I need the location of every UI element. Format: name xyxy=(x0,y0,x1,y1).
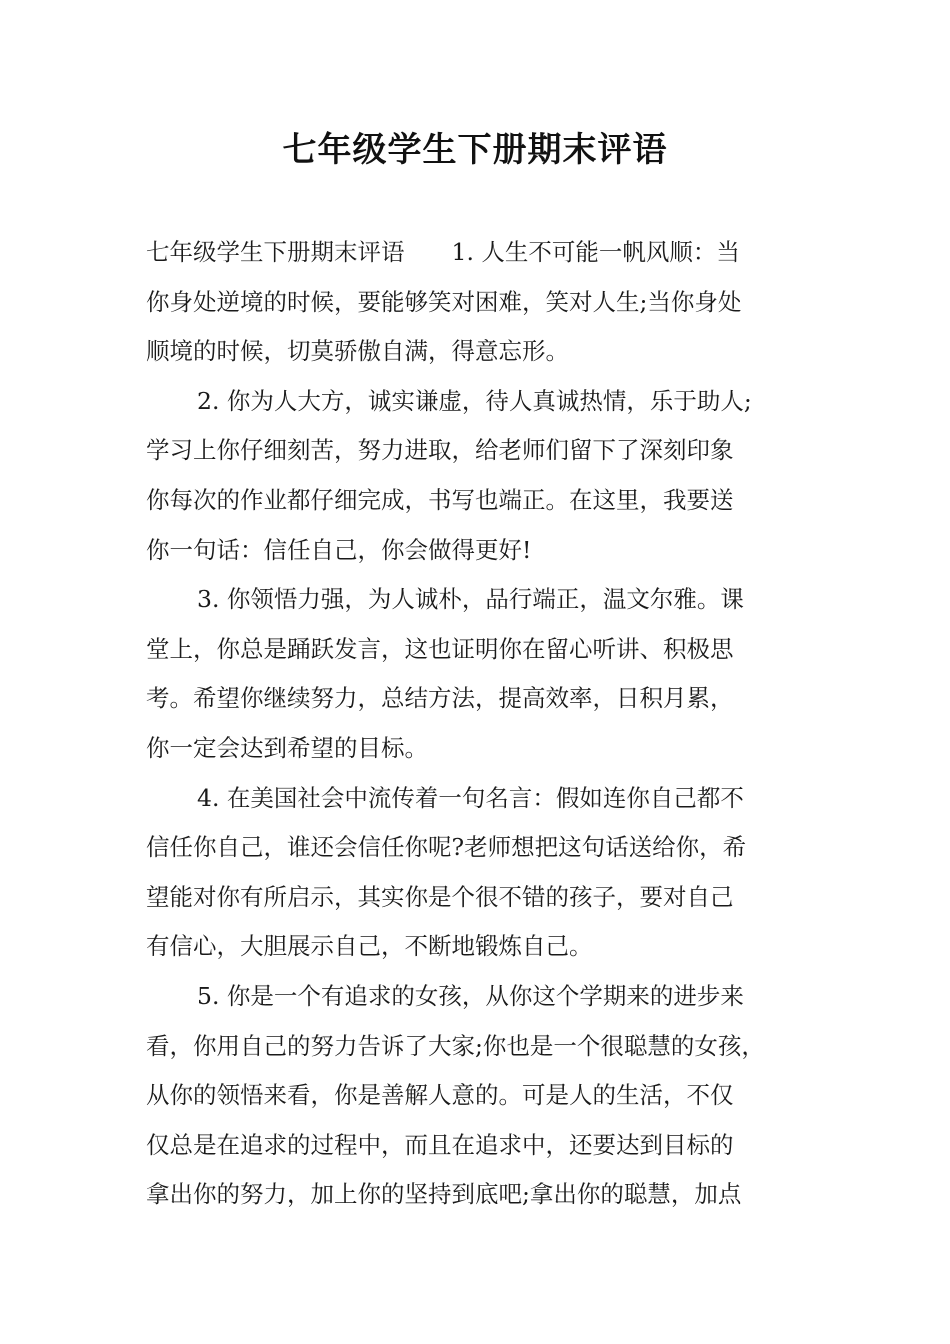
document-title: 七年级学生下册期末评语 xyxy=(282,130,668,170)
text-line: 学习上你仔细刻苦，努力进取，给老师们留下了深刻印象 xyxy=(146,436,734,465)
paragraph-first-line: 4. 在美国社会中流传着一句名言：假如连你自己都不 xyxy=(197,783,744,812)
text-line: 顺境的时候，切莫骄傲自满，得意忘形。 xyxy=(146,337,569,366)
paragraph-first-line: 3. 你领悟力强，为人诚朴，品行端正，温文尔雅。课 xyxy=(197,585,744,614)
text-line: 堂上，你总是踊跃发言，这也证明你在留心听讲、积极思 xyxy=(146,634,734,663)
text-line: 仅总是在追求的过程中，而且在追求中，还要达到目标的 xyxy=(146,1130,734,1159)
text-line: 你身处逆境的时候，要能够笑对困难，笑对人生;当你身处 xyxy=(146,287,742,316)
document-body xyxy=(146,228,811,1220)
text-line: 七年级学生下册期末评语 1. 人生不可能一帆风顺：当 xyxy=(146,238,740,266)
text-line: 拿出你的努力，加上你的坚持到底吧;拿出你的聪慧，加点 xyxy=(146,1180,742,1209)
text-line: 你一句话：信任自己，你会做得更好! xyxy=(146,535,532,564)
text-line: 望能对你有所启示，其实你是个很不错的孩子，要对自己 xyxy=(146,882,734,911)
text-line: 有信心，大胆展示自己，不断地锻炼自己。 xyxy=(146,932,593,961)
paragraph-first-line: 5. 你是一个有追求的女孩，从你这个学期来的进步来 xyxy=(197,981,744,1010)
text-line: 看，你用自己的努力告诉了大家;你也是一个很聪慧的女孩， xyxy=(146,1031,765,1060)
text-line: 考。希望你继续努力，总结方法，提高效率，日积月累， xyxy=(146,684,734,713)
paragraph-first-line: 2. 你为人大方，诚实谦虚，待人真诚热情，乐于助人; xyxy=(197,386,752,415)
text-line: 你每次的作业都仔细完成，书写也端正。在这里，我要送 xyxy=(146,485,734,514)
text-line: 你一定会达到希望的目标。 xyxy=(146,733,428,762)
text-line: 从你的领悟来看，你是善解人意的。可是人的生活，不仅 xyxy=(146,1081,734,1110)
text-line: 信任你自己，谁还会信任你呢?老师想把这句话送给你，希 xyxy=(146,833,747,862)
